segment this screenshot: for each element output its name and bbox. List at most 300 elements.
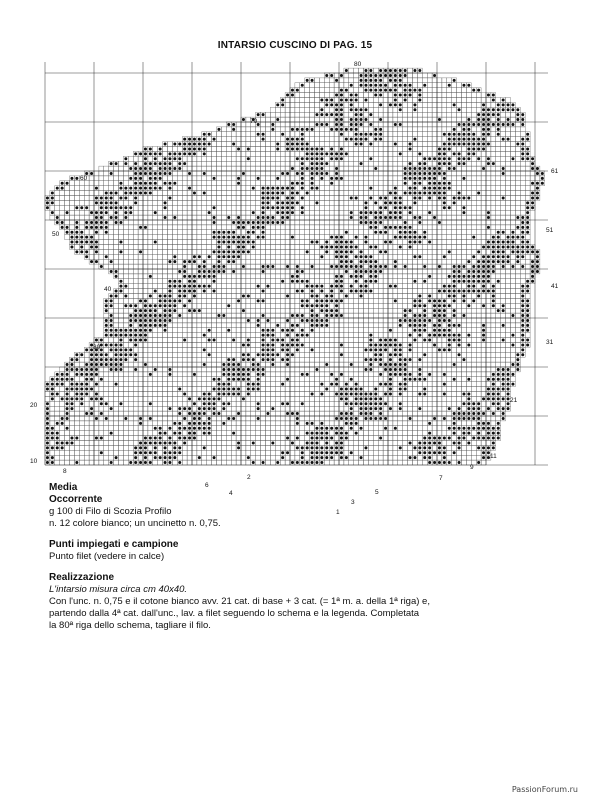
chart-cell — [319, 294, 324, 299]
chart-cell — [393, 303, 398, 308]
chart-dot — [66, 392, 69, 395]
chart-dot — [291, 275, 294, 278]
chart-cell — [275, 333, 280, 338]
chart-cell — [280, 274, 285, 279]
chart-dot — [296, 314, 299, 317]
chart-cell — [266, 294, 271, 299]
chart-cell — [344, 357, 349, 362]
chart-dot — [188, 275, 191, 278]
chart-cell — [413, 274, 418, 279]
chart-dot — [413, 446, 416, 449]
chart-cell — [207, 460, 212, 465]
chart-cell — [344, 323, 349, 328]
chart-cell — [168, 352, 173, 357]
chart-cell — [251, 450, 256, 455]
chart-cell — [221, 298, 226, 303]
chart-cell — [280, 431, 285, 436]
chart-cell — [133, 298, 138, 303]
chart-cell — [217, 323, 222, 328]
chart-dot — [247, 368, 250, 371]
chart-dot — [413, 324, 416, 327]
chart-dot — [364, 446, 367, 449]
chart-cell — [246, 441, 251, 446]
chart-dot — [443, 348, 446, 351]
chart-dot — [262, 334, 265, 337]
chart-cell — [408, 352, 413, 357]
chart-cell — [452, 352, 457, 357]
chart-cell — [491, 333, 496, 338]
chart-cell — [143, 357, 148, 362]
chart-dot — [482, 290, 485, 293]
chart-cell — [457, 382, 462, 387]
chart-cell — [486, 416, 491, 421]
chart-dot — [340, 373, 343, 376]
chart-dot — [296, 412, 299, 415]
chart-cell — [192, 382, 197, 387]
chart-cell — [496, 313, 501, 318]
chart-cell — [114, 338, 119, 343]
chart-cell — [212, 367, 217, 372]
chart-cell — [177, 372, 182, 377]
chart-dot — [320, 427, 323, 430]
chart-cell — [119, 441, 124, 446]
chart-dot — [115, 368, 118, 371]
chart-cell — [481, 352, 486, 357]
chart-cell — [192, 347, 197, 352]
chart-cell — [236, 294, 241, 299]
chart-dot — [276, 461, 279, 464]
chart-dot — [242, 373, 245, 376]
chart-cell — [329, 431, 334, 436]
chart-dot — [291, 353, 294, 356]
chart-cell — [187, 347, 192, 352]
chart-cell — [163, 333, 168, 338]
chart-dot — [242, 294, 245, 297]
chart-cell — [114, 387, 119, 392]
chart-cell — [393, 323, 398, 328]
chart-cell — [123, 343, 128, 348]
chart-cell — [457, 308, 462, 313]
chart-cell — [172, 318, 177, 323]
chart-cell — [158, 372, 163, 377]
chart-dot — [271, 339, 274, 342]
chart-cell — [422, 274, 427, 279]
chart-dot — [315, 304, 318, 307]
chart-cell — [197, 279, 202, 284]
chart-dot — [232, 363, 235, 366]
chart-cell — [457, 392, 462, 397]
chart-dot — [203, 270, 206, 273]
chart-cell — [89, 436, 94, 441]
chart-cell — [476, 441, 481, 446]
chart-cell — [511, 338, 516, 343]
chart-dot — [497, 280, 500, 283]
chart-cell — [432, 284, 437, 289]
chart-cell — [388, 279, 393, 284]
chart-cell — [251, 343, 256, 348]
chart-cell — [138, 436, 143, 441]
chart-cell — [496, 343, 501, 348]
chart-dot — [507, 368, 510, 371]
chart-cell — [305, 294, 310, 299]
chart-cell — [163, 411, 168, 416]
chart-cell — [168, 338, 173, 343]
chart-cell — [319, 313, 324, 318]
chart-dot — [46, 451, 49, 454]
chart-cell — [202, 294, 207, 299]
chart-cell — [143, 279, 148, 284]
chart-dot — [531, 280, 534, 283]
chart-cell — [84, 401, 89, 406]
chart-cell — [457, 362, 462, 367]
chart-dot — [178, 290, 181, 293]
chart-dot — [178, 299, 181, 302]
chart-dot — [340, 437, 343, 440]
chart-dot — [262, 368, 265, 371]
chart-cell — [177, 343, 182, 348]
chart-dot — [379, 412, 382, 415]
chart-cell — [349, 347, 354, 352]
chart-dot — [247, 392, 250, 395]
chart-dot — [477, 402, 480, 405]
chart-dot — [281, 383, 284, 386]
chart-dot — [413, 329, 416, 332]
chart-dot — [139, 299, 142, 302]
chart-cell — [413, 431, 418, 436]
chart-cell — [471, 450, 476, 455]
chart-cell — [344, 284, 349, 289]
chart-dot — [360, 402, 363, 405]
chart-dot — [453, 324, 456, 327]
chart-cell — [266, 338, 271, 343]
chart-dot — [311, 441, 314, 444]
chart-cell — [354, 294, 359, 299]
chart-dot — [178, 412, 181, 415]
chart-cell — [60, 406, 65, 411]
chart-cell — [295, 450, 300, 455]
chart-cell — [506, 289, 511, 294]
chart-dot — [276, 339, 279, 342]
chart-dot — [516, 358, 519, 361]
chart-dot — [467, 275, 470, 278]
chart-dot — [232, 358, 235, 361]
chart-cell — [339, 421, 344, 426]
chart-cell — [187, 382, 192, 387]
chart-dot — [428, 339, 431, 342]
chart-dot — [423, 304, 426, 307]
chart-cell — [315, 308, 320, 313]
chart-dot — [364, 392, 367, 395]
chart-cell — [462, 387, 467, 392]
chart-dot — [90, 388, 93, 391]
chart-cell — [471, 421, 476, 426]
chart-cell — [511, 367, 516, 372]
chart-cell — [177, 303, 182, 308]
chart-dot — [374, 407, 377, 410]
chart-cell — [427, 323, 432, 328]
chart-cell — [251, 352, 256, 357]
chart-cell — [217, 308, 222, 313]
chart-cell — [123, 431, 128, 436]
chart-cell — [413, 367, 418, 372]
chart-cell — [148, 298, 153, 303]
chart-dot — [389, 378, 392, 381]
chart-cell — [133, 264, 138, 269]
chart-dot — [222, 388, 225, 391]
chart-cell — [300, 441, 305, 446]
chart-cell — [462, 367, 467, 372]
chart-cell — [310, 269, 315, 274]
chart-dot — [276, 353, 279, 356]
chart-cell — [207, 445, 212, 450]
chart-cell — [182, 377, 187, 382]
chart-dot — [56, 392, 59, 395]
chart-dot — [247, 339, 250, 342]
chart-cell — [163, 382, 168, 387]
chart-cell — [207, 387, 212, 392]
chart-cell — [241, 406, 246, 411]
chart-cell — [515, 294, 520, 299]
chart-cell — [447, 298, 452, 303]
chart-dot — [286, 329, 289, 332]
chart-dot — [286, 319, 289, 322]
chart-cell — [339, 347, 344, 352]
chart-cell — [403, 450, 408, 455]
chart-dot — [467, 270, 470, 273]
chart-dot — [124, 358, 127, 361]
chart-cell — [236, 274, 241, 279]
chart-dot — [404, 314, 407, 317]
chart-dot — [521, 339, 524, 342]
chart-dot — [516, 363, 519, 366]
chart-cell — [442, 387, 447, 392]
chart-cell — [231, 308, 236, 313]
chart-cell — [221, 294, 226, 299]
chart-dot — [164, 432, 167, 435]
chart-cell — [417, 274, 422, 279]
chart-dot — [90, 378, 93, 381]
chart-cell — [270, 436, 275, 441]
chart-cell — [114, 303, 119, 308]
chart-cell — [123, 377, 128, 382]
chart-cell — [192, 269, 197, 274]
chart-cell — [373, 318, 378, 323]
chart-dot — [188, 280, 191, 283]
chart-cell — [359, 303, 364, 308]
chart-dot — [369, 339, 372, 342]
chart-dot — [325, 451, 328, 454]
chart-cell — [266, 362, 271, 367]
chart-dot — [311, 456, 314, 459]
chart-cell — [422, 294, 427, 299]
chart-cell — [133, 362, 138, 367]
chart-dot — [330, 456, 333, 459]
chart-cell — [192, 406, 197, 411]
chart-dot — [115, 348, 118, 351]
chart-cell — [417, 269, 422, 274]
chart-cell — [148, 431, 153, 436]
chart-dot — [262, 339, 265, 342]
chart-cell — [109, 377, 114, 382]
chart-cell — [285, 308, 290, 313]
chart-cell — [324, 279, 329, 284]
chart-cell — [192, 303, 197, 308]
chart-cell — [182, 318, 187, 323]
chart-dot — [438, 334, 441, 337]
chart-cell — [354, 303, 359, 308]
chart-cell — [275, 289, 280, 294]
chart-dot — [448, 348, 451, 351]
chart-cell — [148, 382, 153, 387]
chart-dot — [482, 280, 485, 283]
chart-cell — [261, 318, 266, 323]
chart-dot — [110, 319, 113, 322]
chart-cell — [378, 298, 383, 303]
chart-dot — [350, 392, 353, 395]
chart-cell — [408, 445, 413, 450]
chart-cell — [60, 401, 65, 406]
chart-cell — [471, 343, 476, 348]
chart-cell — [481, 294, 486, 299]
chart-cell — [471, 318, 476, 323]
chart-cell — [329, 460, 334, 465]
chart-dot — [296, 417, 299, 420]
chart-dot — [144, 456, 147, 459]
chart-cell — [364, 294, 369, 299]
chart-cell — [109, 421, 114, 426]
chart-cell — [143, 289, 148, 294]
chart-cell — [462, 352, 467, 357]
chart-cell — [319, 406, 324, 411]
chart-cell — [231, 294, 236, 299]
chart-cell — [442, 377, 447, 382]
chart-dot — [119, 358, 122, 361]
chart-cell — [133, 284, 138, 289]
chart-dot — [502, 373, 505, 376]
chart-cell — [55, 396, 60, 401]
chart-cell — [197, 382, 202, 387]
chart-cell — [403, 445, 408, 450]
chart-cell — [192, 377, 197, 382]
chart-cell — [359, 382, 364, 387]
chart-cell — [466, 318, 471, 323]
chart-cell — [212, 382, 217, 387]
chart-cell — [515, 303, 520, 308]
chart-dot — [100, 378, 103, 381]
chart-dot — [168, 373, 171, 376]
chart-dot — [262, 358, 265, 361]
chart-dot — [330, 294, 333, 297]
chart-cell — [177, 441, 182, 446]
chart-cell — [413, 357, 418, 362]
chart-dot — [394, 343, 397, 346]
chart-cell — [158, 269, 163, 274]
chart-dot — [438, 299, 441, 302]
chart-cell — [158, 289, 163, 294]
chart-cell — [261, 362, 266, 367]
chart-cell — [329, 303, 334, 308]
chart-dot — [330, 427, 333, 430]
chart-cell — [466, 298, 471, 303]
chart-cell — [251, 372, 256, 377]
chart-cell — [417, 352, 422, 357]
chart-cell — [417, 411, 422, 416]
chart-cell — [221, 274, 226, 279]
chart-cell — [202, 367, 207, 372]
chart-dot — [428, 294, 431, 297]
chart-dot — [507, 392, 510, 395]
chart-dot — [242, 265, 245, 268]
chart-cell — [266, 441, 271, 446]
chart-cell — [471, 294, 476, 299]
chart-dot — [462, 402, 465, 405]
chart-cell — [119, 431, 124, 436]
chart-dot — [100, 343, 103, 346]
chart-cell — [359, 343, 364, 348]
chart-cell — [290, 387, 295, 392]
chart-cell — [398, 338, 403, 343]
chart-cell — [315, 352, 320, 357]
chart-cell — [383, 421, 388, 426]
chart-dot — [213, 407, 216, 410]
chart-dot — [193, 309, 196, 312]
chart-dot — [487, 422, 490, 425]
chart-cell — [408, 426, 413, 431]
chart-dot — [340, 265, 343, 268]
chart-cell — [364, 421, 369, 426]
chart-cell — [310, 352, 315, 357]
chart-cell — [231, 318, 236, 323]
chart-cell — [197, 392, 202, 397]
chart-cell — [221, 357, 226, 362]
chart-cell — [486, 367, 491, 372]
chart-cell — [491, 323, 496, 328]
chart-dot — [90, 412, 93, 415]
chart-cell — [197, 460, 202, 465]
chart-dot — [423, 280, 426, 283]
chart-cell — [329, 338, 334, 343]
chart-cell — [417, 343, 422, 348]
chart-cell — [290, 308, 295, 313]
chart-cell — [319, 441, 324, 446]
chart-cell — [368, 441, 373, 446]
chart-dot — [232, 432, 235, 435]
chart-cell — [466, 328, 471, 333]
chart-dot — [281, 339, 284, 342]
chart-cell — [481, 318, 486, 323]
chart-cell — [251, 426, 256, 431]
chart-cell — [432, 338, 437, 343]
chart-cell — [319, 362, 324, 367]
chart-cell — [437, 269, 442, 274]
chart-dot — [443, 383, 446, 386]
chart-cell — [285, 431, 290, 436]
chart-cell — [163, 392, 168, 397]
chart-dot — [100, 437, 103, 440]
chart-dot — [134, 319, 137, 322]
chart-dot — [477, 290, 480, 293]
chart-cell — [231, 401, 236, 406]
chart-dot — [462, 437, 465, 440]
chart-dot — [262, 348, 265, 351]
chart-cell — [217, 294, 222, 299]
chart-dot — [311, 329, 314, 332]
chart-cell — [280, 333, 285, 338]
chart-cell — [462, 382, 467, 387]
chart-cell — [187, 333, 192, 338]
chart-dot — [95, 373, 98, 376]
chart-dot — [311, 437, 314, 440]
